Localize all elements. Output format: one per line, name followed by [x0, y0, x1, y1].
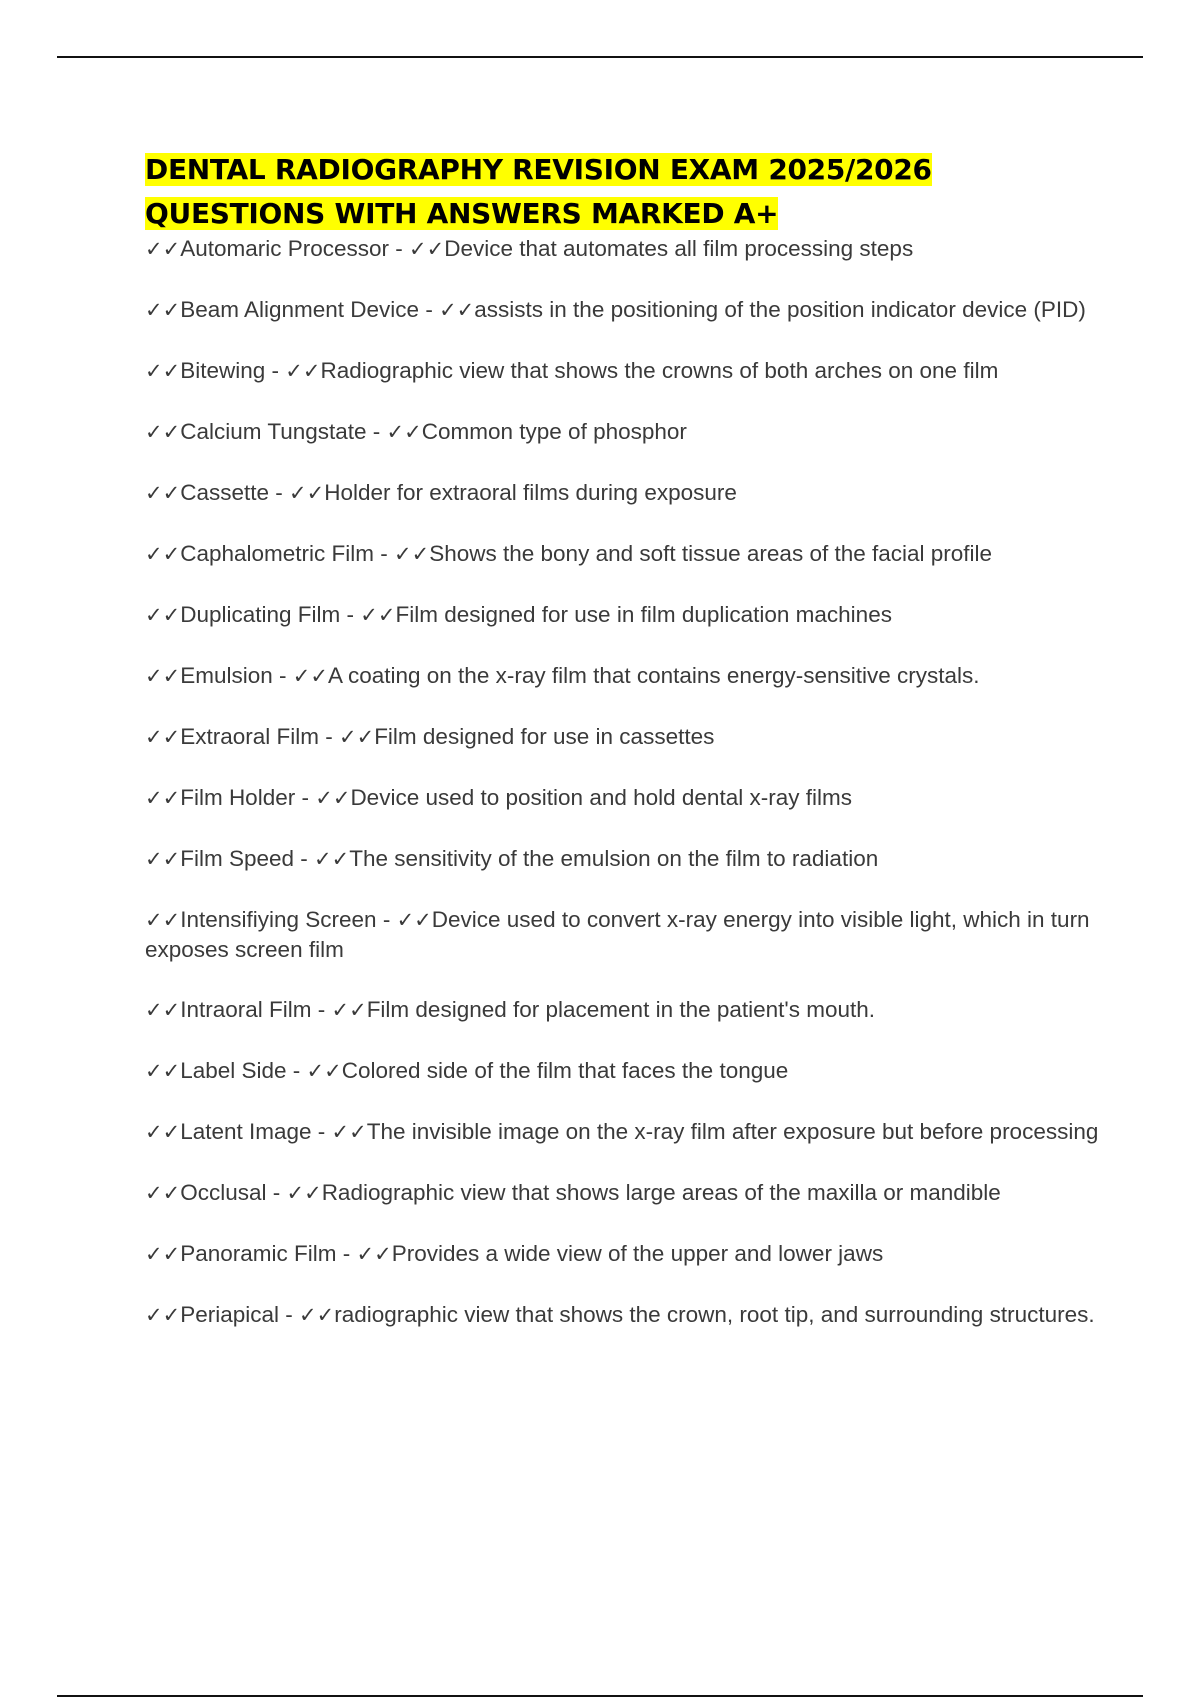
qa-item [145, 234, 1105, 264]
qa-definition: Film designed for use in film duplication machines [395, 602, 892, 627]
double-check-icon: ✓✓ [285, 359, 321, 383]
qa-term: Duplicating Film [180, 602, 341, 627]
qa-definition: Provides a wide view of the upper and lower jaws [391, 1241, 884, 1266]
double-check-icon: ✓✓ [145, 908, 181, 932]
qa-separator: - [374, 541, 395, 566]
qa-separator: - [272, 663, 293, 688]
double-check-icon: ✓✓ [439, 298, 475, 322]
double-check-icon: ✓✓ [306, 1059, 342, 1083]
qa-term: Automaric Processor [180, 236, 390, 261]
double-check-icon: ✓✓ [145, 237, 181, 261]
qa-item [145, 1178, 1105, 1208]
double-check-icon: ✓✓ [289, 481, 325, 505]
double-check-icon: ✓✓ [145, 786, 181, 810]
qa-separator: - [295, 785, 316, 810]
qa-separator: - [286, 1058, 307, 1083]
qa-term: Film Holder [180, 785, 296, 810]
qa-item [145, 1239, 1105, 1269]
qa-definition: The sensitivity of the emulsion on the film to radiation [349, 846, 879, 871]
qa-term: Film Speed [180, 846, 294, 871]
qa-definition: assists in the positioning of the position indicator device (PID) [474, 297, 1086, 322]
double-check-icon: ✓✓ [145, 1120, 181, 1144]
double-check-icon: ✓✓ [145, 1181, 181, 1205]
qa-definition: Colored side of the film that faces the tongue [341, 1058, 789, 1083]
qa-item [145, 905, 1105, 964]
qa-item [145, 722, 1105, 752]
qa-term: Periapical [180, 1302, 280, 1327]
qa-item [145, 1056, 1105, 1086]
qa-term: Latent Image [180, 1119, 312, 1144]
title-line-2: QUESTIONS WITH ANSWERS MARKED A+ [145, 197, 779, 230]
qa-separator: - [269, 480, 289, 505]
double-check-icon: ✓✓ [386, 420, 422, 444]
qa-item [145, 995, 1105, 1025]
qa-term: Intraoral Film [180, 997, 312, 1022]
qa-item [145, 600, 1105, 630]
double-check-icon: ✓✓ [331, 1120, 367, 1144]
qa-term: Bitewing [180, 358, 266, 383]
double-check-icon: ✓✓ [394, 542, 430, 566]
qa-item [145, 295, 1105, 325]
qa-definition: Film designed for placement in the patient's mouth. [366, 997, 876, 1022]
qa-item [145, 1117, 1105, 1147]
qa-item [145, 844, 1105, 874]
qa-definition: Film designed for use in cassettes [374, 724, 715, 749]
qa-separator: - [266, 1180, 287, 1205]
double-check-icon: ✓✓ [145, 359, 181, 383]
double-check-icon: ✓✓ [396, 908, 432, 932]
double-check-icon: ✓✓ [145, 298, 181, 322]
qa-definition: Device used to convert x-ray energy into visible light, which in turn exposes screen film [145, 907, 1090, 962]
qa-term: Cassette [180, 480, 269, 505]
qa-separator: - [311, 997, 332, 1022]
qa-item [145, 417, 1105, 447]
qa-definition: A coating on the x-ray film that contains energy-sensitive crystals. [327, 663, 980, 688]
qa-separator: - [389, 236, 410, 261]
double-check-icon: ✓✓ [315, 786, 351, 810]
qa-separator: - [340, 602, 361, 627]
qa-separator: - [366, 419, 387, 444]
double-check-icon: ✓✓ [145, 420, 181, 444]
qa-definition: Device that automates all film processing steps [444, 236, 914, 261]
double-check-icon: ✓✓ [145, 664, 181, 688]
qa-list [145, 234, 1105, 1330]
qa-definition: Device used to position and hold dental x-ray films [350, 785, 852, 810]
double-check-icon: ✓✓ [356, 1242, 392, 1266]
qa-term: Intensifiying Screen [180, 907, 377, 932]
qa-separator: - [279, 1302, 300, 1327]
qa-separator: - [311, 1119, 332, 1144]
qa-definition: The invisible image on the x-ray film after exposure but before processing [366, 1119, 1099, 1144]
title-line-1: DENTAL RADIOGRAPHY REVISION EXAM 2025/2026 [145, 153, 932, 186]
qa-term: Panoramic Film [180, 1241, 337, 1266]
double-check-icon: ✓✓ [299, 1303, 335, 1327]
qa-definition: Radiographic view that shows large areas of the maxilla or mandible [321, 1180, 1001, 1205]
double-check-icon: ✓✓ [409, 237, 445, 261]
document-body [145, 148, 1105, 1361]
qa-term: Beam Alignment Device [180, 297, 420, 322]
qa-term: Calcium Tungstate [180, 419, 367, 444]
qa-separator: - [318, 724, 339, 749]
qa-separator: - [265, 358, 286, 383]
double-check-icon: ✓✓ [292, 664, 328, 688]
qa-term: Emulsion [180, 663, 273, 688]
qa-item [145, 661, 1105, 691]
qa-definition: Common type of phosphor [421, 419, 687, 444]
qa-definition: Holder for extraoral films during exposure [324, 480, 737, 505]
qa-definition: radiographic view that shows the crown, root tip, and surrounding structures. [334, 1302, 1095, 1327]
double-check-icon: ✓✓ [145, 998, 181, 1022]
double-check-icon: ✓✓ [145, 725, 181, 749]
top-divider [57, 56, 1143, 58]
double-check-icon: ✓✓ [145, 603, 181, 627]
double-check-icon: ✓✓ [145, 847, 181, 871]
double-check-icon: ✓✓ [331, 998, 367, 1022]
document-title [145, 148, 1105, 236]
qa-separator: - [294, 846, 314, 871]
qa-term: Extraoral Film [180, 724, 319, 749]
double-check-icon: ✓✓ [338, 725, 375, 749]
double-check-icon: ✓✓ [145, 1059, 181, 1083]
double-check-icon: ✓✓ [145, 542, 181, 566]
double-check-icon: ✓✓ [360, 603, 396, 627]
qa-separator: - [336, 1241, 357, 1266]
double-check-icon: ✓✓ [145, 1242, 181, 1266]
double-check-icon: ✓✓ [286, 1181, 322, 1205]
double-check-icon: ✓✓ [145, 481, 181, 505]
qa-term: Label Side [180, 1058, 287, 1083]
qa-term: Occlusal [180, 1180, 267, 1205]
qa-separator: - [419, 297, 440, 322]
qa-item [145, 539, 1105, 569]
double-check-icon: ✓✓ [314, 847, 350, 871]
qa-term: Caphalometric Film [180, 541, 375, 566]
qa-definition: Radiographic view that shows the crowns of both arches on one film [320, 358, 999, 383]
qa-separator: - [376, 907, 397, 932]
double-check-icon: ✓✓ [145, 1303, 181, 1327]
qa-item [145, 1300, 1105, 1330]
qa-definition: Shows the bony and soft tissue areas of the facial profile [429, 541, 993, 566]
bottom-divider [57, 1695, 1143, 1697]
qa-item [145, 783, 1105, 813]
qa-item [145, 356, 1105, 386]
qa-item [145, 478, 1105, 508]
